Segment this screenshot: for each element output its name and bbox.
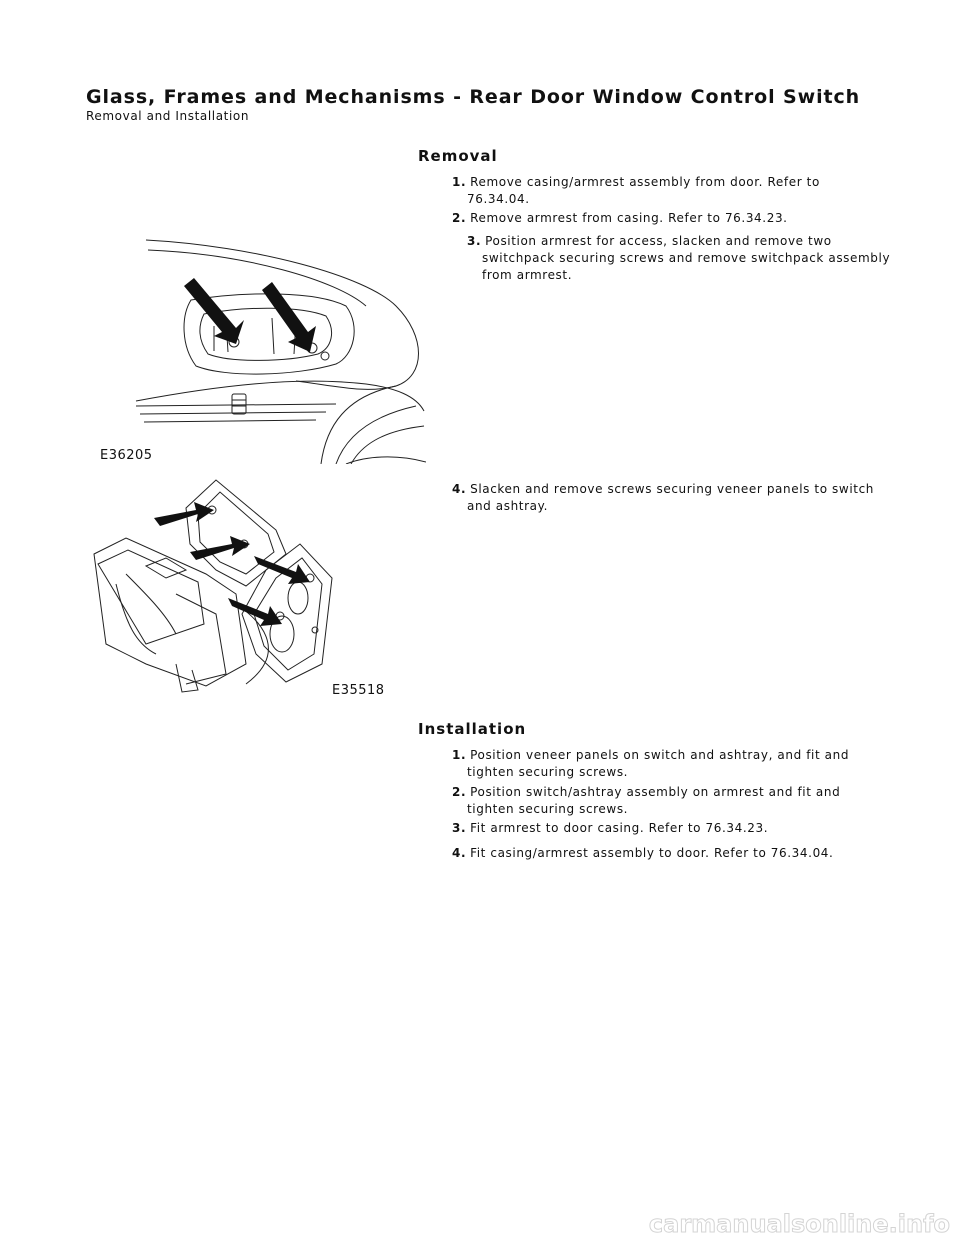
step-text-cont: tighten securing screws. [467,765,629,779]
step-text: Position switch/ashtray assembly on armrest and fit and [470,785,841,799]
removal-heading: Removal [418,147,498,165]
step-number: 3. [452,821,467,835]
step-number: 2. [452,785,467,799]
removal-step-1 [452,174,882,208]
step-text: Position armrest for access, slacken and remove two [485,234,832,248]
figure-veneer-panels [86,474,386,696]
step-number: 1. [452,748,467,762]
step-text-cont: tighten securing screws. [467,802,629,816]
step-text: Remove armrest from casing. Refer to 76.34.23. [470,211,788,225]
step-text: Slacken and remove screws securing veneer panels to switch [470,482,874,496]
page-title: Glass, Frames and Mechanisms - Rear Door Window Control Switch [86,86,861,108]
removal-step-4 [452,481,882,515]
step-text: Fit casing/armrest assembly to door. Refer to 76.34.04. [470,846,834,860]
step-text: Remove casing/armrest assembly from door. Refer to [470,175,820,189]
installation-heading: Installation [418,720,527,738]
removal-step-3 [467,233,897,284]
watermark-text: carmanualsonline.info [648,1210,950,1238]
step-text-cont: switchpack securing screws and remove switchpack assembly [482,251,891,265]
step-number: 3. [467,234,482,248]
page-subtitle: Removal and Installation [86,109,250,123]
step-text-cont: 76.34.04. [467,192,530,206]
watermark-logo [575,1208,955,1238]
figure-2-label: E35518 [332,683,385,698]
step-number: 4. [452,846,467,860]
removal-step-2 [452,210,882,227]
step-text-cont: and ashtray. [467,499,548,513]
step-text-cont: from armrest. [482,268,573,282]
step-number: 2. [452,211,467,225]
installation-step-3 [452,820,882,837]
installation-step-4 [452,845,882,862]
figure-armrest-switchpack [96,236,426,464]
step-number: 1. [452,175,467,189]
figure-1-label: E36205 [100,448,153,463]
step-text: Fit armrest to door casing. Refer to 76.34.23. [470,821,769,835]
installation-step-2 [452,784,882,818]
step-text: Position veneer panels on switch and ashtray, and fit and [470,748,850,762]
installation-step-1 [452,747,882,781]
step-number: 4. [452,482,467,496]
